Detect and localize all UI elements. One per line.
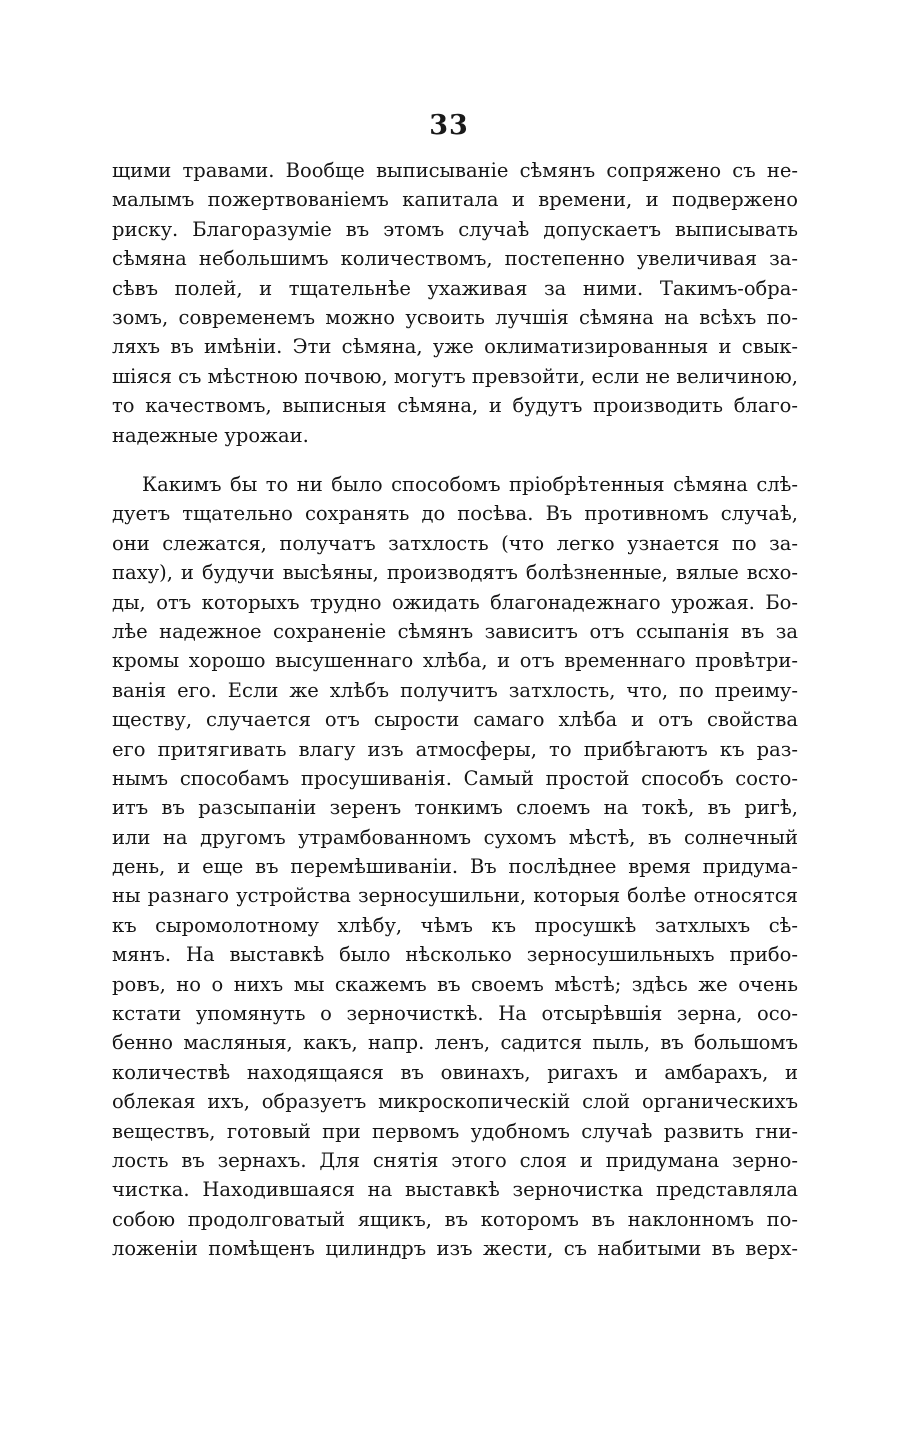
text-line: то качествомъ, выписныя сѣмяна, и будутъ производить благо-: [112, 394, 798, 418]
text-line: зомъ, современемъ можно усвоить лучшiя сѣмяна на всѣхъ по-: [112, 305, 798, 329]
text-line: нымъ способамъ просушиванiя. Самый простой способъ состо-: [112, 766, 798, 790]
text-line: сѣвъ полей, и тщательнѣе ухаживая за ними. Такимъ-обра-: [112, 276, 798, 300]
text-line: ложенiи помѣщенъ цилиндръ изъ жести, съ набитыми въ верх-: [112, 1237, 798, 1261]
text-line: день, и еще въ перемѣшиванiи. Въ послѣднее время придума-: [112, 855, 798, 879]
text-line: облекая ихъ, образуетъ микроскопическiй слой органическихъ: [112, 1090, 798, 1114]
text-line: лость въ зернахъ. Для снятiя этого слоя и придумана зерно-: [112, 1148, 798, 1172]
text-line: кстати упомянуть о зерночисткѣ. На отсырѣвшiя зерна, осо-: [112, 1002, 798, 1026]
text-line: собою продолговатый ящикъ, въ которомъ въ наклонномъ по-: [112, 1207, 798, 1231]
text-line: ванiя его. Если же хлѣбъ получитъ затхлость, что, по преиму-: [112, 678, 798, 702]
text-line: къ сыромолотному хлѣбу, чѣмъ къ просушкѣ затхлыхъ сѣ-: [112, 913, 798, 937]
text-line: мянъ. На выставкѣ было нѣсколько зерносушильныхъ прибо-: [112, 943, 798, 967]
text-line: надежные урожаи.: [112, 423, 309, 447]
text-line: чистка. Находившаяся на выставкѣ зерночистка представляла: [112, 1178, 798, 1202]
text-line: или на другомъ утрамбованномъ сухомъ мѣстѣ, въ солнечный: [112, 825, 798, 849]
text-line: кромы хорошо высушеннаго хлѣба, и отъ временнаго провѣтри-: [112, 649, 798, 673]
text-line: дуетъ тщательно сохранять до посѣва. Въ противномъ случаѣ,: [112, 502, 798, 526]
text-line: Какимъ бы то ни было способомъ прiобрѣтенныя сѣмяна слѣ-: [142, 473, 798, 496]
paragraph-2: [112, 470, 798, 1264]
text-line: малымъ пожертвованiемъ капитала и времени, и подвержено: [112, 188, 798, 212]
text-line: щими травами. Вообще выписыванiе сѣмянъ сопряжено съ не-: [112, 159, 798, 182]
text-line: его притягивать влагу изъ атмосферы, то прибѣгаютъ къ раз-: [112, 737, 798, 761]
paragraph-1: [112, 156, 798, 450]
text-line: они слежатся, получатъ затхлость (что легко узнается по за-: [112, 531, 798, 555]
text-line: итъ въ разсыпанiи зеренъ тонкимъ слоемъ на токѣ, въ ригѣ,: [112, 796, 798, 820]
text-line: паху), и будучи высѣяны, производятъ болѣзненные, вялые всхо-: [112, 561, 798, 585]
text-line: ны разнаго устройства зерносушильни, которыя болѣе относятся: [112, 884, 798, 908]
text-line: ществу, случается отъ сырости самаго хлѣба и отъ свойства: [112, 708, 798, 732]
text-line: веществъ, готовый при первомъ удобномъ случаѣ развить гни-: [112, 1119, 798, 1143]
text-line: риску. Благоразумiе въ этомъ случаѣ допускаетъ выписывать: [112, 217, 798, 241]
text-line: лѣе надежное сохраненiе сѣмянъ зависитъ отъ ссыпанiя въ за: [112, 619, 798, 643]
text-line: шiяся съ мѣстною почвою, могутъ превзойти, если не величиною,: [112, 364, 798, 388]
text-line: ды, отъ которыхъ трудно ожидать благонадежнаго урожая. Бо-: [112, 590, 798, 614]
text-line: количествѣ находящаяся въ овинахъ, ригахъ и амбарахъ, и: [112, 1060, 798, 1084]
text-line: ровъ, но о нихъ мы скажемъ въ своемъ мѣстѣ; здѣсь же очень: [112, 972, 798, 996]
page-number: 33: [429, 110, 469, 141]
text-line: сѣмяна небольшимъ количествомъ, постепенно увеличивая за-: [112, 247, 798, 271]
text-line: бенно масляныя, какъ, напр. ленъ, садится пыль, въ большомъ: [112, 1031, 798, 1055]
text-line: ляхъ въ имѣнiи. Эти сѣмяна, уже оклиматизированныя и свык-: [112, 335, 798, 359]
